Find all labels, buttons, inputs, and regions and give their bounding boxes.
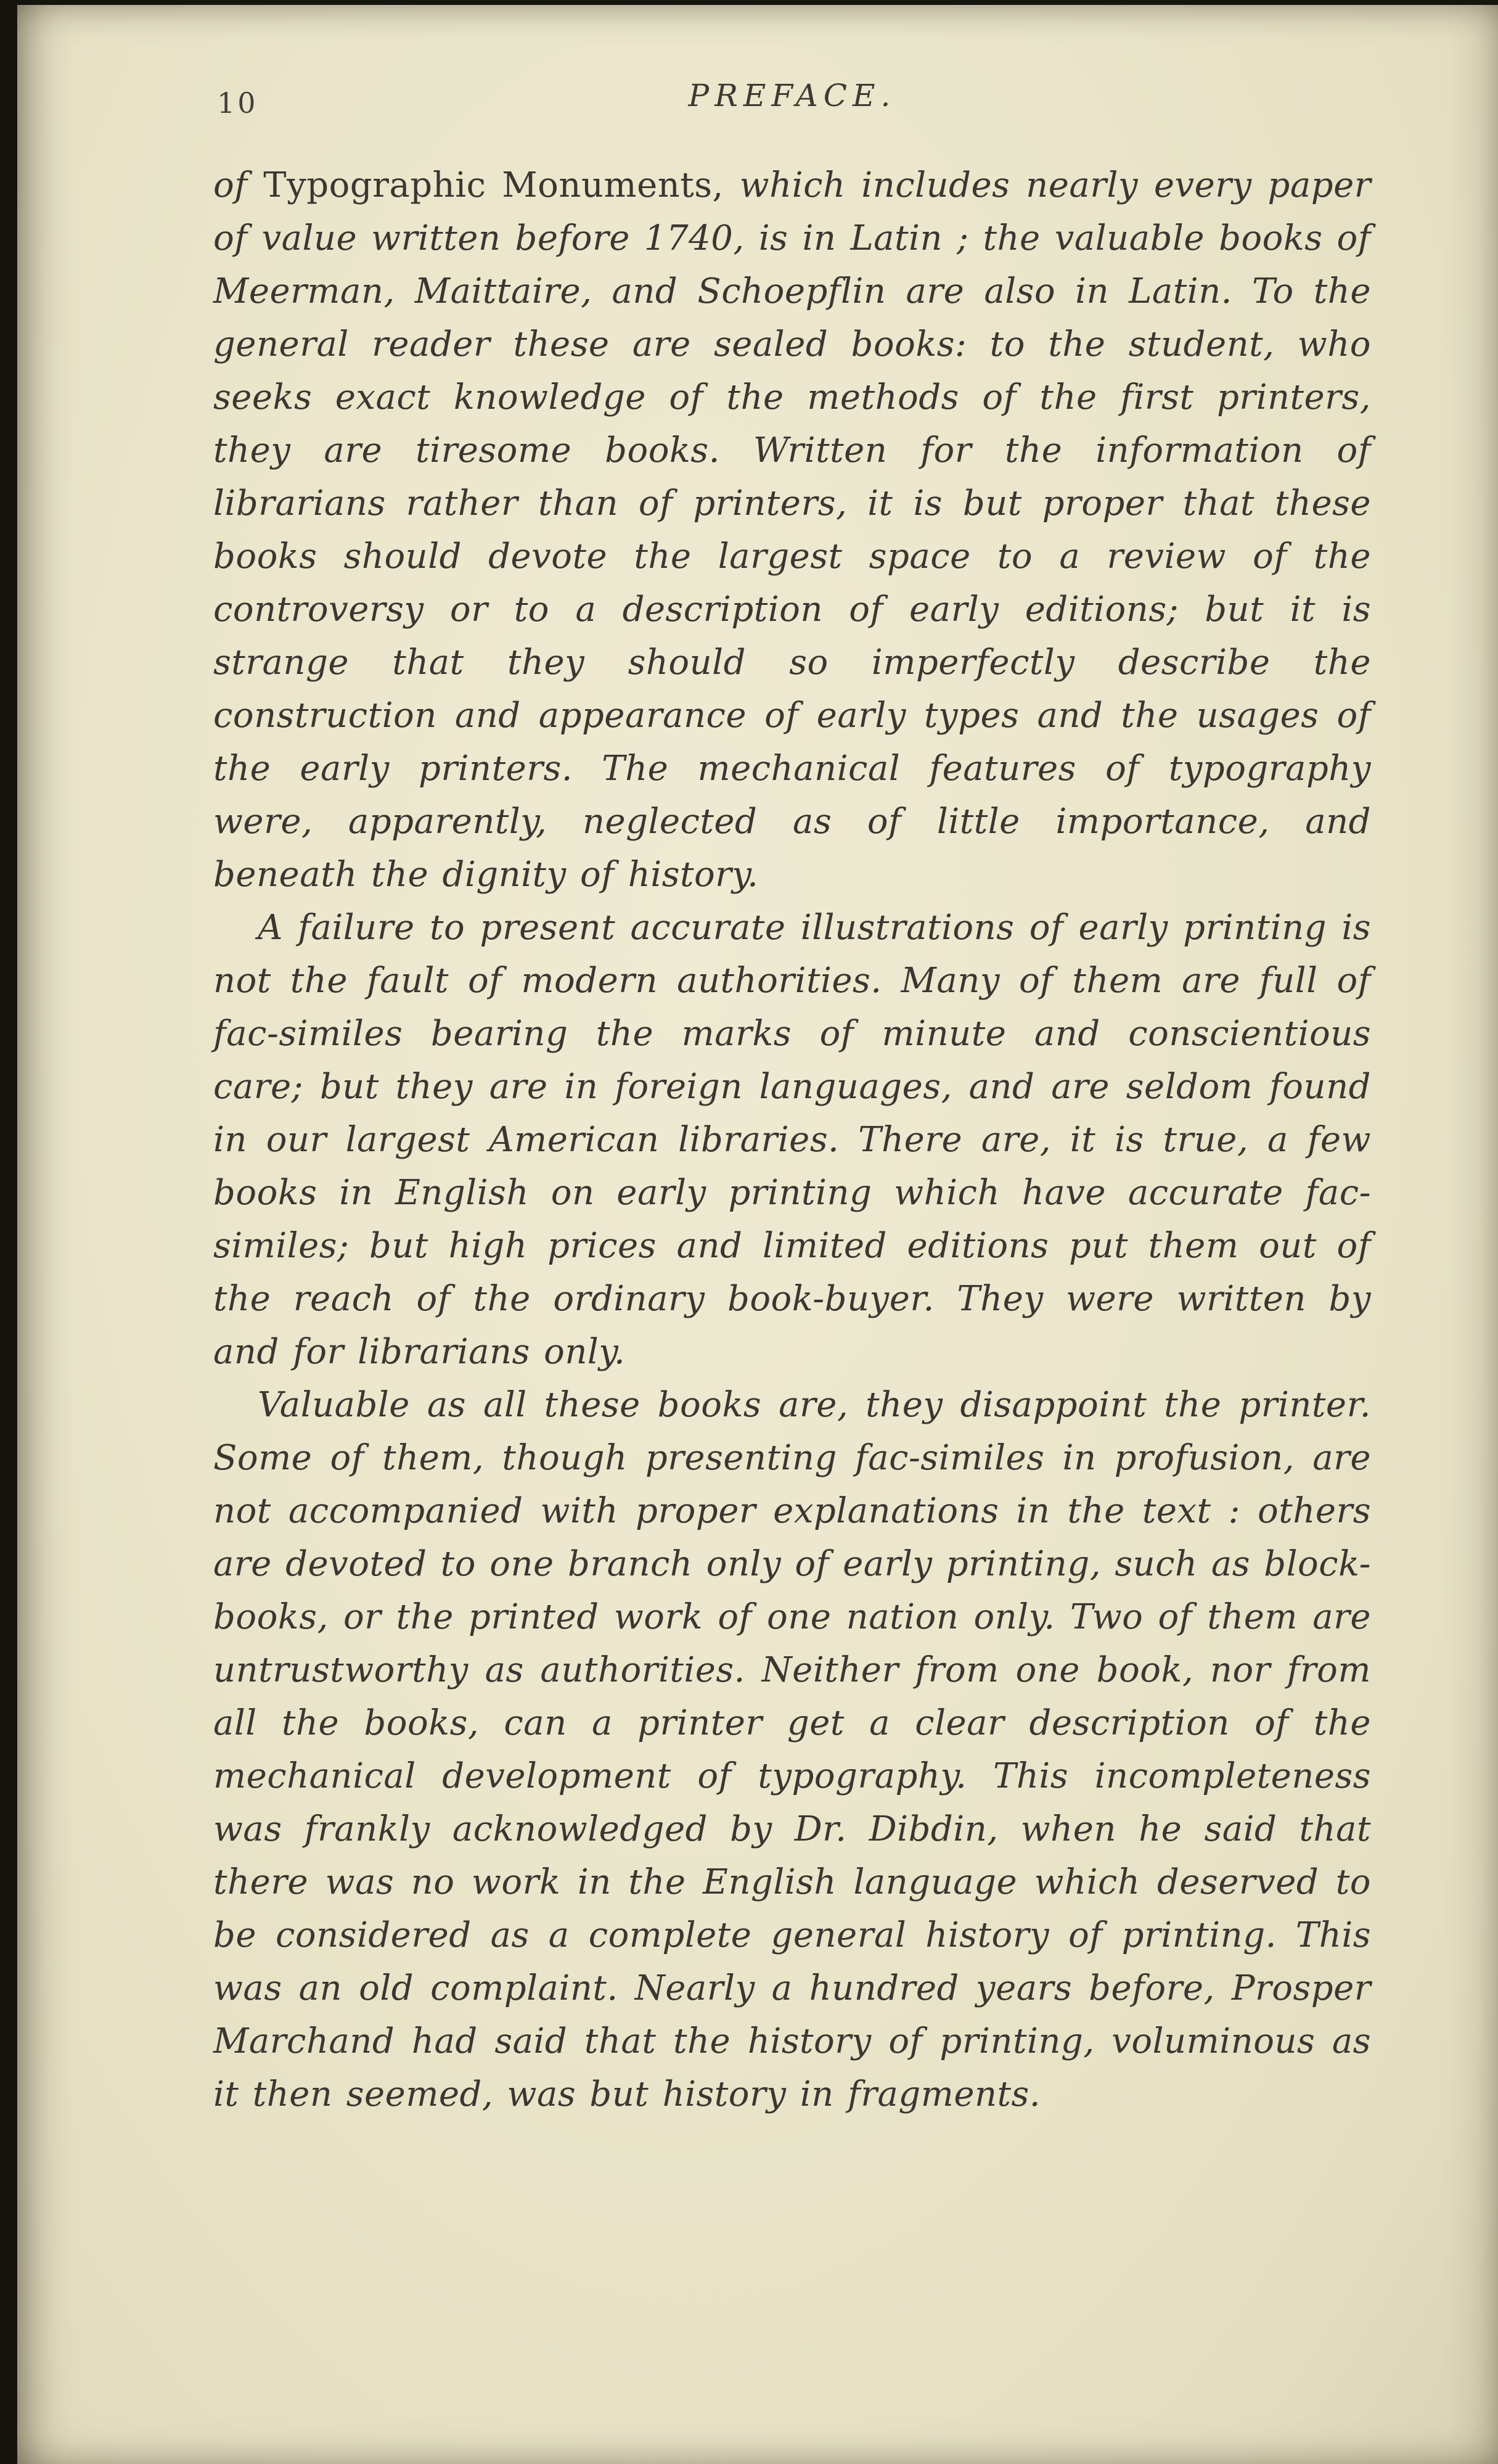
roman-text-segment: Typographic Monuments,: [263, 165, 740, 205]
paragraph: [213, 159, 1371, 901]
page-number: 10: [217, 86, 258, 120]
page-body: [213, 159, 1371, 2121]
running-title: PREFACE.: [688, 78, 896, 113]
page-header: [213, 78, 1371, 137]
paragraph: [213, 1379, 1371, 2121]
italic-text-segment: which includes nearly every paper of value written before 1740, is in Latin ; the valuable books of Meerman, Maittaire, and Schoepflin are also in Latin. To the general reader these are sealed books: to the student, who seeks exact knowledge of the methods of the first printers, they are tiresome books. Written for the information of librarians rather than of printers, it is but proper that these books should devote the largest space to a review of the controversy or to a description of early editions; but it is strange that they should so imperfectly describe the construction and appearance of early types and the usages of the early printers. The mechanical features of typography were, apparently, neglected as of little importance, and beneath the dignity of history.: [213, 165, 1371, 895]
paragraph: [213, 901, 1371, 1379]
book-page-scan: [17, 5, 1498, 2464]
text-block: [213, 78, 1371, 2121]
italic-text-segment: of: [213, 165, 264, 205]
italic-text-segment: Valuable as all these books are, they disappoint the printer. Some of them, though presenting fac-similes in profusion, are not accompanied with proper explanations in the text : others are devoted to one branch only of early printing, such as block-books, or the printed work of one nation only. Two of them are untrustworthy as authorities. Neither from one book, nor from all the books, can a printer get a clear description of the mechanical development of typography. This incompleteness was frankly acknowledged by Dr. Dibdin, when he said that there was no work in the English language which deserved to be considered as a complete general history of printing. This was an old complaint. Nearly a hundred years before, Prosper Marchand had said that the history of printing, voluminous as it then seemed, was but history in fragments.: [213, 1385, 1371, 2114]
italic-text-segment: A failure to present accurate illustrations of early printing is not the fault of modern authorities. Many of them are full of fac-similes bearing the marks of minute and conscientious care; but they are in foreign languages, and are seldom found in our largest American libraries. There are, it is true, a few books in English on early printing which have accurate fac-similes; but high prices and limited editions put them out of the reach of the ordinary book-buyer. They were written by and for librarians only.: [213, 908, 1371, 1372]
